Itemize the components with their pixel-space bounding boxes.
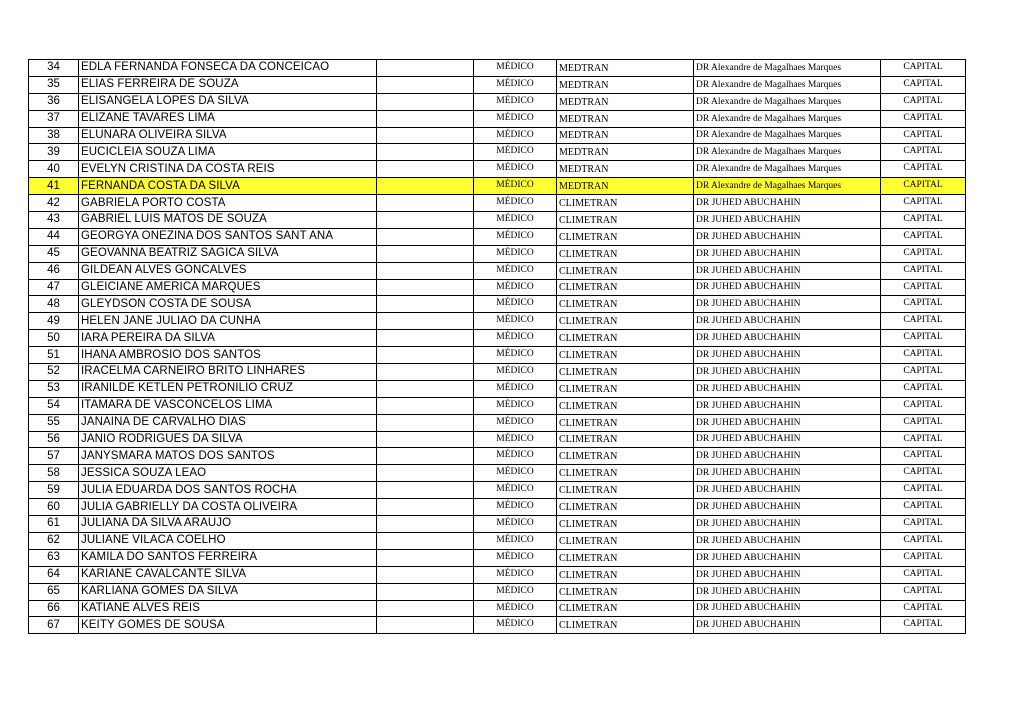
role-cell: MÉDICO (474, 144, 557, 161)
person-name: JULIA EDUARDA DOS SANTOS ROCHA (79, 482, 377, 499)
role-cell: MÉDICO (474, 516, 557, 533)
role-cell: MÉDICO (474, 583, 557, 600)
table-row (29, 127, 966, 144)
person-name: JANAINA DE CARVALHO DIAS (79, 414, 377, 431)
table-row (29, 279, 966, 296)
row-number: 60 (29, 499, 79, 516)
empty-cell (377, 76, 474, 93)
role-cell: MÉDICO (474, 566, 557, 583)
region-cell: CAPITAL (881, 364, 966, 381)
roster-table (28, 59, 966, 634)
row-number: 55 (29, 414, 79, 431)
role-cell: MÉDICO (474, 414, 557, 431)
doctor-cell: DR JUHED ABUCHAHIN (694, 330, 881, 347)
clinic-cell: CLIMETRAN (557, 532, 694, 549)
clinic-cell: MEDTRAN (557, 178, 694, 195)
person-name: IRACELMA CARNEIRO BRITO LINHARES (79, 364, 377, 381)
role-cell: MÉDICO (474, 60, 557, 77)
row-number: 58 (29, 465, 79, 482)
empty-cell (377, 499, 474, 516)
table-row (29, 161, 966, 178)
region-cell: CAPITAL (881, 245, 966, 262)
table-row (29, 144, 966, 161)
table-row (29, 516, 966, 533)
clinic-cell: CLIMETRAN (557, 549, 694, 566)
person-name: ITAMARA DE VASCONCELOS LIMA (79, 397, 377, 414)
row-number: 39 (29, 144, 79, 161)
role-cell: MÉDICO (474, 617, 557, 634)
role-cell: MÉDICO (474, 448, 557, 465)
doctor-cell: DR JUHED ABUCHAHIN (694, 482, 881, 499)
role-cell: MÉDICO (474, 127, 557, 144)
region-cell: CAPITAL (881, 566, 966, 583)
clinic-cell: CLIMETRAN (557, 448, 694, 465)
person-name: GLEYDSON COSTA DE SOUSA (79, 296, 377, 313)
region-cell: CAPITAL (881, 397, 966, 414)
role-cell: MÉDICO (474, 549, 557, 566)
empty-cell (377, 279, 474, 296)
role-cell: MÉDICO (474, 212, 557, 229)
doctor-cell: DR JUHED ABUCHAHIN (694, 296, 881, 313)
row-number: 36 (29, 93, 79, 110)
person-name: ELIZANE TAVARES LIMA (79, 110, 377, 127)
clinic-cell: CLIMETRAN (557, 296, 694, 313)
empty-cell (377, 313, 474, 330)
role-cell: MÉDICO (474, 161, 557, 178)
region-cell: CAPITAL (881, 380, 966, 397)
table-row (29, 482, 966, 499)
row-number: 57 (29, 448, 79, 465)
table-row (29, 245, 966, 262)
row-number: 45 (29, 245, 79, 262)
role-cell: MÉDICO (474, 279, 557, 296)
table-row (29, 566, 966, 583)
person-name: FERNANDA COSTA DA SILVA (79, 178, 377, 195)
role-cell: MÉDICO (474, 76, 557, 93)
region-cell: CAPITAL (881, 499, 966, 516)
person-name: IRANILDE KETLEN PETRONILIO CRUZ (79, 380, 377, 397)
empty-cell (377, 347, 474, 364)
empty-cell (377, 262, 474, 279)
row-number: 41 (29, 178, 79, 195)
table-row (29, 93, 966, 110)
empty-cell (377, 127, 474, 144)
clinic-cell: CLIMETRAN (557, 262, 694, 279)
doctor-cell: DR JUHED ABUCHAHIN (694, 313, 881, 330)
person-name: EDLA FERNANDA FONSECA DA CONCEICAO (79, 60, 377, 77)
role-cell: MÉDICO (474, 93, 557, 110)
region-cell: CAPITAL (881, 60, 966, 77)
empty-cell (377, 414, 474, 431)
table-row (29, 448, 966, 465)
empty-cell (377, 583, 474, 600)
row-number: 59 (29, 482, 79, 499)
empty-cell (377, 161, 474, 178)
table-row (29, 178, 966, 195)
clinic-cell: CLIMETRAN (557, 431, 694, 448)
person-name: ELISANGELA LOPES DA SILVA (79, 93, 377, 110)
clinic-cell: CLIMETRAN (557, 499, 694, 516)
person-name: JANYSMARA MATOS DOS SANTOS (79, 448, 377, 465)
row-number: 54 (29, 397, 79, 414)
table-row (29, 364, 966, 381)
role-cell: MÉDICO (474, 110, 557, 127)
clinic-cell: CLIMETRAN (557, 482, 694, 499)
region-cell: CAPITAL (881, 195, 966, 212)
role-cell: MÉDICO (474, 364, 557, 381)
region-cell: CAPITAL (881, 532, 966, 549)
region-cell: CAPITAL (881, 296, 966, 313)
role-cell: MÉDICO (474, 482, 557, 499)
doctor-cell: DR JUHED ABUCHAHIN (694, 245, 881, 262)
region-cell: CAPITAL (881, 178, 966, 195)
person-name: GEOVANNA BEATRIZ SAGICA SILVA (79, 245, 377, 262)
clinic-cell: CLIMETRAN (557, 313, 694, 330)
clinic-cell: CLIMETRAN (557, 245, 694, 262)
person-name: JULIANA DA SILVA ARAUJO (79, 516, 377, 533)
empty-cell (377, 566, 474, 583)
table-row (29, 347, 966, 364)
table-row (29, 499, 966, 516)
row-number: 66 (29, 600, 79, 617)
person-name: HELEN JANE JULIAO DA CUNHA (79, 313, 377, 330)
empty-cell (377, 212, 474, 229)
empty-cell (377, 195, 474, 212)
empty-cell (377, 330, 474, 347)
role-cell: MÉDICO (474, 532, 557, 549)
person-name: ELIAS FERREIRA DE SOUZA (79, 76, 377, 93)
person-name: ELUNARA OLIVEIRA SILVA (79, 127, 377, 144)
clinic-cell: CLIMETRAN (557, 212, 694, 229)
empty-cell (377, 516, 474, 533)
clinic-cell: MEDTRAN (557, 144, 694, 161)
clinic-cell: CLIMETRAN (557, 516, 694, 533)
region-cell: CAPITAL (881, 414, 966, 431)
table-row (29, 262, 966, 279)
doctor-cell: DR JUHED ABUCHAHIN (694, 431, 881, 448)
row-number: 37 (29, 110, 79, 127)
role-cell: MÉDICO (474, 499, 557, 516)
table-row (29, 617, 966, 634)
row-number: 50 (29, 330, 79, 347)
empty-cell (377, 60, 474, 77)
region-cell: CAPITAL (881, 262, 966, 279)
role-cell: MÉDICO (474, 465, 557, 482)
table-row (29, 414, 966, 431)
doctor-cell: DR Alexandre de Magalhaes Marques (694, 93, 881, 110)
empty-cell (377, 144, 474, 161)
row-number: 46 (29, 262, 79, 279)
row-number: 48 (29, 296, 79, 313)
person-name: JANIO RODRIGUES DA SILVA (79, 431, 377, 448)
region-cell: CAPITAL (881, 144, 966, 161)
clinic-cell: CLIMETRAN (557, 330, 694, 347)
person-name: KAMILA DO SANTOS FERREIRA (79, 549, 377, 566)
doctor-cell: DR JUHED ABUCHAHIN (694, 465, 881, 482)
role-cell: MÉDICO (474, 330, 557, 347)
role-cell: MÉDICO (474, 245, 557, 262)
doctor-cell: DR JUHED ABUCHAHIN (694, 228, 881, 245)
empty-cell (377, 397, 474, 414)
row-number: 49 (29, 313, 79, 330)
table-row (29, 195, 966, 212)
person-name: KEITY GOMES DE SOUSA (79, 617, 377, 634)
doctor-cell: DR JUHED ABUCHAHIN (694, 397, 881, 414)
region-cell: CAPITAL (881, 549, 966, 566)
clinic-cell: CLIMETRAN (557, 380, 694, 397)
clinic-cell: MEDTRAN (557, 110, 694, 127)
doctor-cell: DR JUHED ABUCHAHIN (694, 499, 881, 516)
person-name: GABRIELA PORTO COSTA (79, 195, 377, 212)
doctor-cell: DR JUHED ABUCHAHIN (694, 516, 881, 533)
clinic-cell: MEDTRAN (557, 127, 694, 144)
region-cell: CAPITAL (881, 76, 966, 93)
doctor-cell: DR JUHED ABUCHAHIN (694, 617, 881, 634)
table-row (29, 431, 966, 448)
row-number: 35 (29, 76, 79, 93)
empty-cell (377, 228, 474, 245)
person-name: GEORGYA ONEZINA DOS SANTOS SANT ANA (79, 228, 377, 245)
region-cell: CAPITAL (881, 330, 966, 347)
role-cell: MÉDICO (474, 600, 557, 617)
row-number: 44 (29, 228, 79, 245)
region-cell: CAPITAL (881, 482, 966, 499)
clinic-cell: CLIMETRAN (557, 414, 694, 431)
region-cell: CAPITAL (881, 617, 966, 634)
region-cell: CAPITAL (881, 347, 966, 364)
clinic-cell: MEDTRAN (557, 93, 694, 110)
row-number: 65 (29, 583, 79, 600)
doctor-cell: DR JUHED ABUCHAHIN (694, 532, 881, 549)
person-name: EVELYN CRISTINA DA COSTA REIS (79, 161, 377, 178)
clinic-cell: CLIMETRAN (557, 228, 694, 245)
row-number: 34 (29, 60, 79, 77)
person-name: EUCICLEIA SOUZA LIMA (79, 144, 377, 161)
empty-cell (377, 465, 474, 482)
table-row (29, 110, 966, 127)
region-cell: CAPITAL (881, 516, 966, 533)
clinic-cell: CLIMETRAN (557, 566, 694, 583)
empty-cell (377, 482, 474, 499)
table-row (29, 465, 966, 482)
table-row (29, 212, 966, 229)
doctor-cell: DR Alexandre de Magalhaes Marques (694, 60, 881, 77)
person-name: IHANA AMBROSIO DOS SANTOS (79, 347, 377, 364)
table-row (29, 313, 966, 330)
doctor-cell: DR JUHED ABUCHAHIN (694, 600, 881, 617)
empty-cell (377, 431, 474, 448)
empty-cell (377, 617, 474, 634)
person-name: KATIANE ALVES REIS (79, 600, 377, 617)
doctor-cell: DR JUHED ABUCHAHIN (694, 262, 881, 279)
doctor-cell: DR JUHED ABUCHAHIN (694, 279, 881, 296)
row-number: 53 (29, 380, 79, 397)
region-cell: CAPITAL (881, 161, 966, 178)
region-cell: CAPITAL (881, 110, 966, 127)
role-cell: MÉDICO (474, 296, 557, 313)
empty-cell (377, 110, 474, 127)
clinic-cell: CLIMETRAN (557, 347, 694, 364)
person-name: JULIA GABRIELLY DA COSTA OLIVEIRA (79, 499, 377, 516)
doctor-cell: DR JUHED ABUCHAHIN (694, 583, 881, 600)
empty-cell (377, 600, 474, 617)
person-name: IARA PEREIRA DA SILVA (79, 330, 377, 347)
person-name: GABRIEL LUIS MATOS DE SOUZA (79, 212, 377, 229)
region-cell: CAPITAL (881, 93, 966, 110)
region-cell: CAPITAL (881, 583, 966, 600)
person-name: KARIANE CAVALCANTE SILVA (79, 566, 377, 583)
region-cell: CAPITAL (881, 313, 966, 330)
clinic-cell: CLIMETRAN (557, 600, 694, 617)
table-row (29, 532, 966, 549)
table-row (29, 583, 966, 600)
person-name: GILDEAN ALVES GONCALVES (79, 262, 377, 279)
doctor-cell: DR JUHED ABUCHAHIN (694, 448, 881, 465)
doctor-cell: DR Alexandre de Magalhaes Marques (694, 110, 881, 127)
table-row (29, 296, 966, 313)
doctor-cell: DR Alexandre de Magalhaes Marques (694, 76, 881, 93)
region-cell: CAPITAL (881, 448, 966, 465)
row-number: 51 (29, 347, 79, 364)
clinic-cell: MEDTRAN (557, 161, 694, 178)
doctor-cell: DR JUHED ABUCHAHIN (694, 212, 881, 229)
empty-cell (377, 532, 474, 549)
doctor-cell: DR JUHED ABUCHAHIN (694, 195, 881, 212)
table-row (29, 60, 966, 77)
empty-cell (377, 364, 474, 381)
doctor-cell: DR Alexandre de Magalhaes Marques (694, 144, 881, 161)
table-row (29, 228, 966, 245)
clinic-cell: CLIMETRAN (557, 465, 694, 482)
clinic-cell: CLIMETRAN (557, 279, 694, 296)
clinic-cell: MEDTRAN (557, 76, 694, 93)
table-row (29, 549, 966, 566)
clinic-cell: CLIMETRAN (557, 583, 694, 600)
clinic-cell: CLIMETRAN (557, 364, 694, 381)
clinic-cell: CLIMETRAN (557, 195, 694, 212)
roster-table-body (29, 60, 966, 634)
clinic-cell: MEDTRAN (557, 60, 694, 77)
role-cell: MÉDICO (474, 178, 557, 195)
doctor-cell: DR Alexandre de Magalhaes Marques (694, 161, 881, 178)
table-row (29, 76, 966, 93)
role-cell: MÉDICO (474, 313, 557, 330)
region-cell: CAPITAL (881, 212, 966, 229)
empty-cell (377, 448, 474, 465)
row-number: 67 (29, 617, 79, 634)
region-cell: CAPITAL (881, 431, 966, 448)
row-number: 43 (29, 212, 79, 229)
role-cell: MÉDICO (474, 262, 557, 279)
person-name: JESSICA SOUZA LEAO (79, 465, 377, 482)
empty-cell (377, 380, 474, 397)
region-cell: CAPITAL (881, 465, 966, 482)
region-cell: CAPITAL (881, 127, 966, 144)
region-cell: CAPITAL (881, 600, 966, 617)
row-number: 42 (29, 195, 79, 212)
doctor-cell: DR JUHED ABUCHAHIN (694, 549, 881, 566)
empty-cell (377, 93, 474, 110)
doctor-cell: DR JUHED ABUCHAHIN (694, 414, 881, 431)
row-number: 63 (29, 549, 79, 566)
row-number: 64 (29, 566, 79, 583)
doctor-cell: DR JUHED ABUCHAHIN (694, 380, 881, 397)
row-number: 38 (29, 127, 79, 144)
row-number: 61 (29, 516, 79, 533)
role-cell: MÉDICO (474, 347, 557, 364)
doctor-cell: DR JUHED ABUCHAHIN (694, 566, 881, 583)
doctor-cell: DR JUHED ABUCHAHIN (694, 347, 881, 364)
empty-cell (377, 245, 474, 262)
region-cell: CAPITAL (881, 279, 966, 296)
row-number: 40 (29, 161, 79, 178)
role-cell: MÉDICO (474, 397, 557, 414)
clinic-cell: CLIMETRAN (557, 617, 694, 634)
person-name: JULIANE VILACA COELHO (79, 532, 377, 549)
row-number: 47 (29, 279, 79, 296)
table-row (29, 330, 966, 347)
role-cell: MÉDICO (474, 380, 557, 397)
row-number: 52 (29, 364, 79, 381)
empty-cell (377, 549, 474, 566)
person-name: GLEICIANE AMERICA MARQUES (79, 279, 377, 296)
row-number: 56 (29, 431, 79, 448)
row-number: 62 (29, 532, 79, 549)
role-cell: MÉDICO (474, 228, 557, 245)
role-cell: MÉDICO (474, 431, 557, 448)
table-row (29, 380, 966, 397)
empty-cell (377, 178, 474, 195)
doctor-cell: DR Alexandre de Magalhaes Marques (694, 178, 881, 195)
empty-cell (377, 296, 474, 313)
doctor-cell: DR Alexandre de Magalhaes Marques (694, 127, 881, 144)
person-name: KARLIANA GOMES DA SILVA (79, 583, 377, 600)
role-cell: MÉDICO (474, 195, 557, 212)
clinic-cell: CLIMETRAN (557, 397, 694, 414)
region-cell: CAPITAL (881, 228, 966, 245)
table-row (29, 397, 966, 414)
doctor-cell: DR JUHED ABUCHAHIN (694, 364, 881, 381)
table-row (29, 600, 966, 617)
